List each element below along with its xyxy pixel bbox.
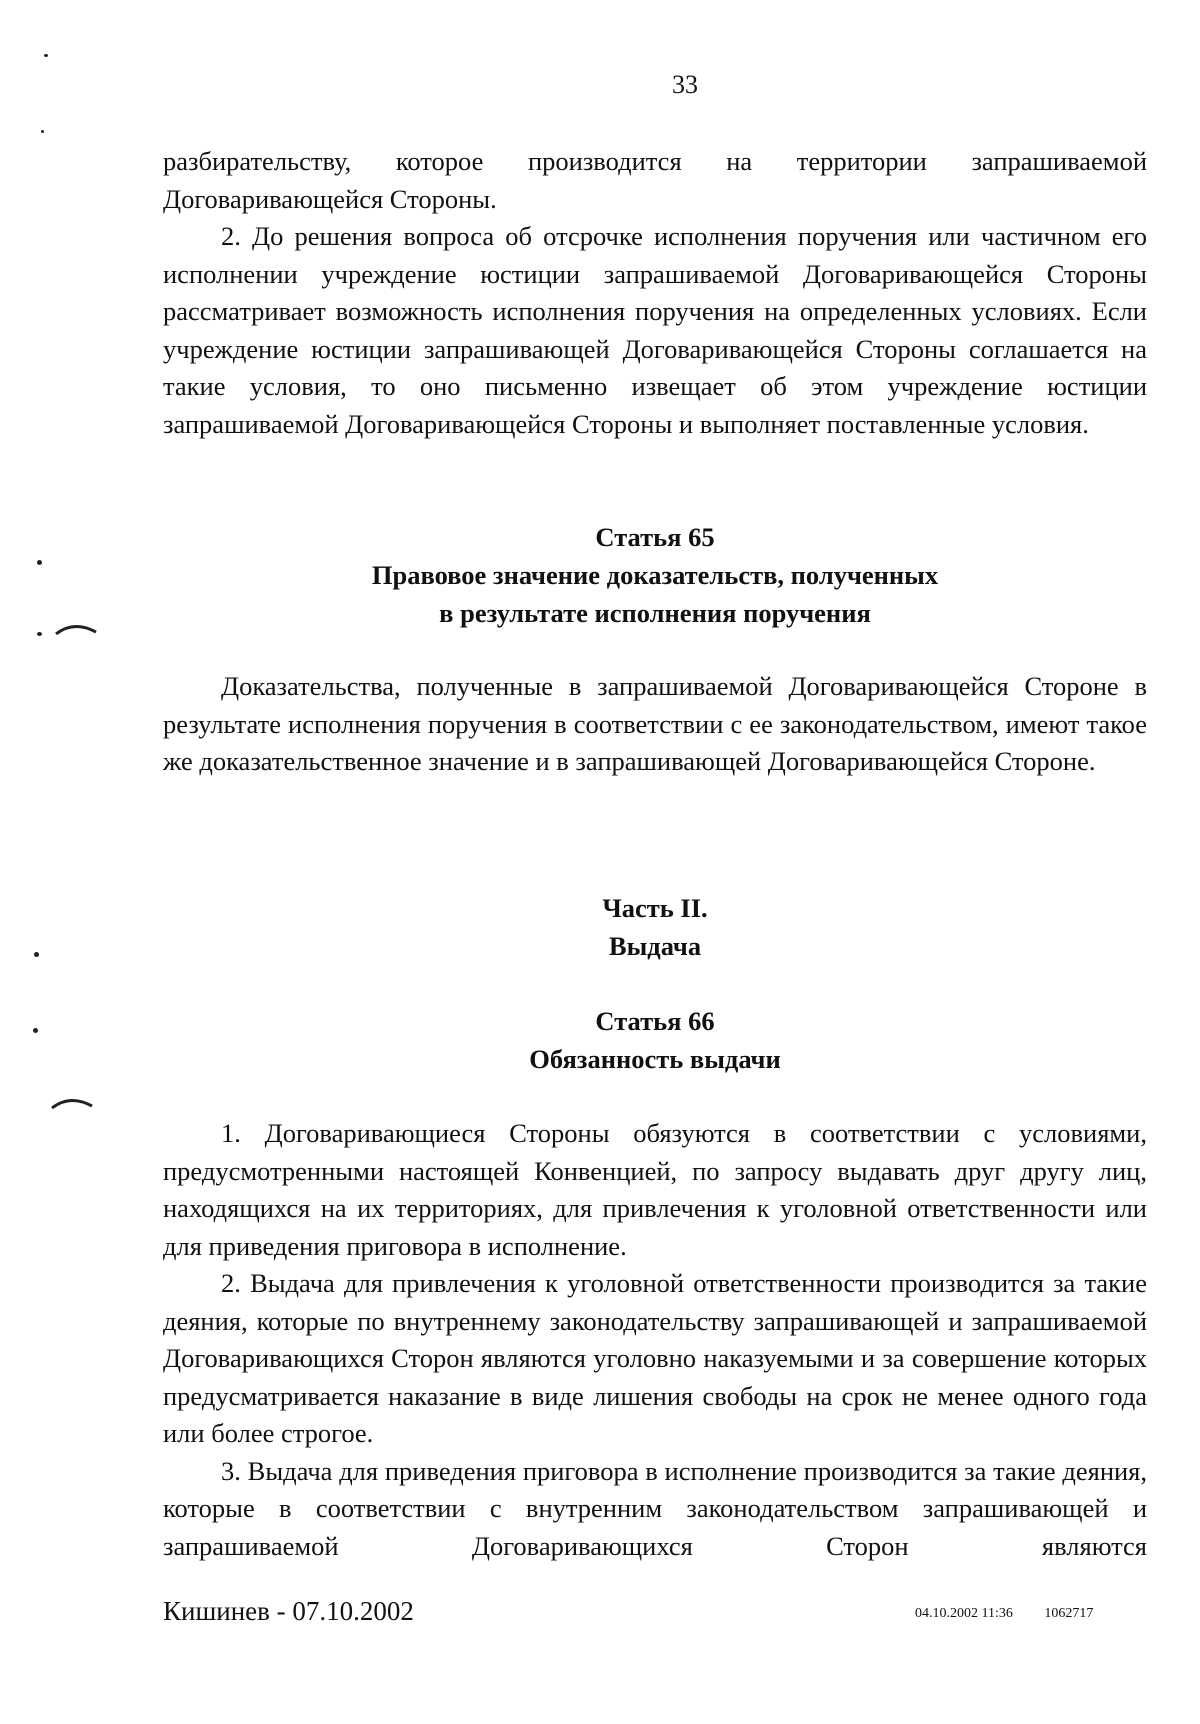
intro-section <box>163 143 1147 443</box>
article-66-number: Статья 66 <box>595 1006 715 1036</box>
footer-meta <box>915 1606 1121 1622</box>
article-66-paragraph-1: 1. Договаривающиеся Стороны обязуются в соответствии с условиями, предусмотренными настоящей Конвенцией, по запросу выдавать друг другу лиц, находящихся на их территориях, для привлечения к уголовной ответственности или для приведения приговора в исполнение. <box>163 1118 1147 1261</box>
article-65-body <box>163 668 1147 781</box>
footer-place-date: Кишинев - 07.10.2002 <box>163 1596 414 1626</box>
article-66-heading <box>163 1002 1147 1078</box>
article-66-body <box>163 1115 1147 1565</box>
page-number: 33 <box>672 70 698 99</box>
part-2-heading <box>163 889 1147 965</box>
scan-speck <box>44 54 48 57</box>
scan-mark <box>48 1092 98 1114</box>
footer-doc-id: 1062717 <box>1044 1606 1094 1621</box>
article-66-title: Обязанность выдачи <box>529 1044 781 1074</box>
scan-speck <box>41 130 44 133</box>
scan-speck <box>33 1028 38 1033</box>
article-65-paragraph-1: Доказательства, полученные в запрашиваемой Договаривающейся Стороне в результате исполнения поручения в соответствии с ее законодательством, имеют такое же доказательственное значение и в запрашивающей Договаривающейся Стороне. <box>163 671 1147 776</box>
scan-mark <box>52 618 102 640</box>
footer-timestamp: 04.10.2002 11:36 <box>915 1606 1013 1621</box>
article-65-title-line-1: Правовое значение доказательств, полученных <box>371 560 939 590</box>
article-65-heading <box>163 518 1147 632</box>
part-2-number: Часть II. <box>602 893 708 923</box>
part-2-title: Выдача <box>608 931 702 961</box>
article-65-number: Статья 65 <box>595 522 715 552</box>
intro-paragraph-1: разбирательству, которое производится на территории запрашиваемой Договаривающейся Стороны. <box>163 146 1147 214</box>
scan-speck <box>37 632 42 636</box>
article-66-paragraph-2: 2. Выдача для привлечения к уголовной ответственности производится за такие деяния, которые по внутреннему законодательству запрашивающей и запрашиваемой Договаривающихся Сторон являются уголовно наказуемыми и за совершение которых предусматривается наказание в виде лишения свободы на срок не менее одного года или более строгое. <box>163 1268 1147 1448</box>
article-66-paragraph-3: 3. Выдача для приведения приговора в исполнение производится за такие деяния, которые в соответствии с внутренним законодательством запрашивающей и запрашиваемой Договаривающихся Сторон являются <box>163 1455 1147 1561</box>
article-65-title-line-2: в результате исполнения поручения <box>439 598 871 628</box>
intro-paragraph-2: 2. До решения вопроса об отсрочке исполнения поручения или частичном его исполнении учреждение юстиции запрашиваемой Договаривающейся Стороны рассматривает возможность исполнения поручения на определенных условиях. Если учреждение юстиции запрашивающей Договаривающейся Стороны соглашается на такие условия, то оно письменно извещает об этом учреждение юстиции запрашиваемой Договаривающейся Стороны и выполняет поставленные условия. <box>163 221 1147 439</box>
scan-speck <box>37 560 42 565</box>
scan-speck <box>34 952 39 957</box>
